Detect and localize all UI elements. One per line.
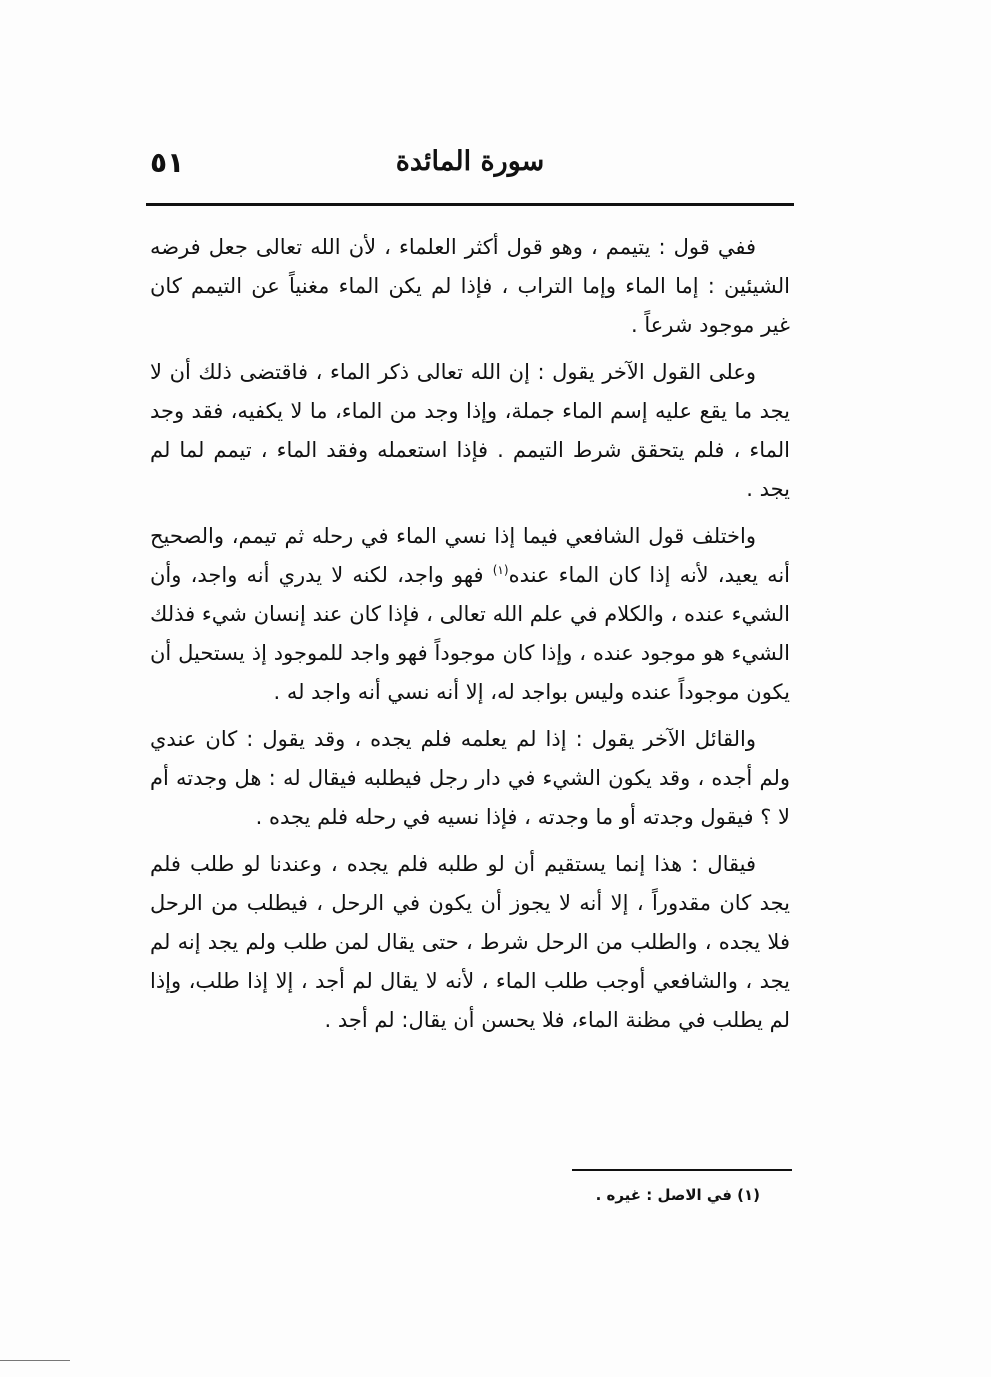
paragraph-3-text: واختلف قول الشافعي فيما إذا نسي الماء في رحله ثم تيمم، والصحيح أنه يعيد، لأنه إذا كان الماء عنده bbox=[150, 524, 791, 587]
footnote-marker: (١) bbox=[492, 563, 509, 577]
page-header bbox=[146, 140, 794, 190]
paragraph-3 bbox=[150, 517, 790, 712]
paragraph-2: وعلى القول الآخر يقول : إن الله تعالى ذكر الماء ، فاقتضى ذلك أن لا يجد ما يقع عليه إسم الماء جملة، وإذا وجد من الماء، ما لا يكفيه، فقد وجد الماء ، فلم يتحقق شرط التيمم . فإذا استعمله وفقد الماء ، تيمم لما لم يجد . bbox=[150, 360, 790, 501]
page-number: ٥١ bbox=[150, 146, 185, 179]
paragraph-3-continuation: وأن الشيء عنده ، والكلام في علم الله تعالى ، فإذا كان عند إنسان شيء فذلك الشيء هو موجود عنده ، وإذا كان موجوداً فهو واجد للموجود إذ يستحيل أن يكون موجوداً عنده وليس بواجد له، إلا أنه نسي أنه واجد له . bbox=[150, 563, 790, 704]
footnote-divider bbox=[572, 1169, 792, 1171]
main-text bbox=[150, 228, 790, 1048]
header-divider bbox=[146, 203, 794, 206]
scan-edge-mark bbox=[0, 1360, 70, 1361]
paragraph-1: ففي قول : يتيمم ، وهو قول أكثر العلماء ، لأن الله تعالى جعل فرضه الشيئين : إما الماء وإما التراب ، فإذا لم يكن الماء مغنياً عن التيمم كان غير موجود شرعاً . bbox=[150, 235, 790, 337]
paragraph-4: والقائل الآخر يقول : إذا لم يعلمه فلم يجده ، وقد يقول : كان عندي ولم أجده ، وقد يكون الشيء في دار رجل فيطلبه فيقال له : هل وجدته أم لا ؟ فيقول وجدته أو ما وجدته ، فإذا نسيه في رحله فلم يجده . bbox=[150, 727, 790, 829]
paragraph-3-tail: فهو واجد، لكنه لا يدري أنه واجد، bbox=[190, 563, 484, 587]
footnote: (١) في الاصل : غيره . bbox=[595, 1186, 760, 1204]
paragraph-5: فيقال : هذا إنما يستقيم أن لو طلبه فلم يجده ، وعندنا لو طلب فلم يجد كان مقدوراً ، إلا أنه لا يجوز أن يكون في الرحل ، فيطلب من الرحل فلا يجده ، والطلب من الرحل شرط ، حتى يقال لمن طلب ولم يجد إنه لم يجد ، والشافعي أوجب طلب الماء ، لأنه لا يقال لم أجد ، إلا إذا طلب، وإذا لم يطلب في مظنة الماء، فلا يحسن أن يقال: لم أجد . bbox=[150, 852, 790, 1032]
surah-title: سورة المائدة bbox=[395, 146, 545, 177]
